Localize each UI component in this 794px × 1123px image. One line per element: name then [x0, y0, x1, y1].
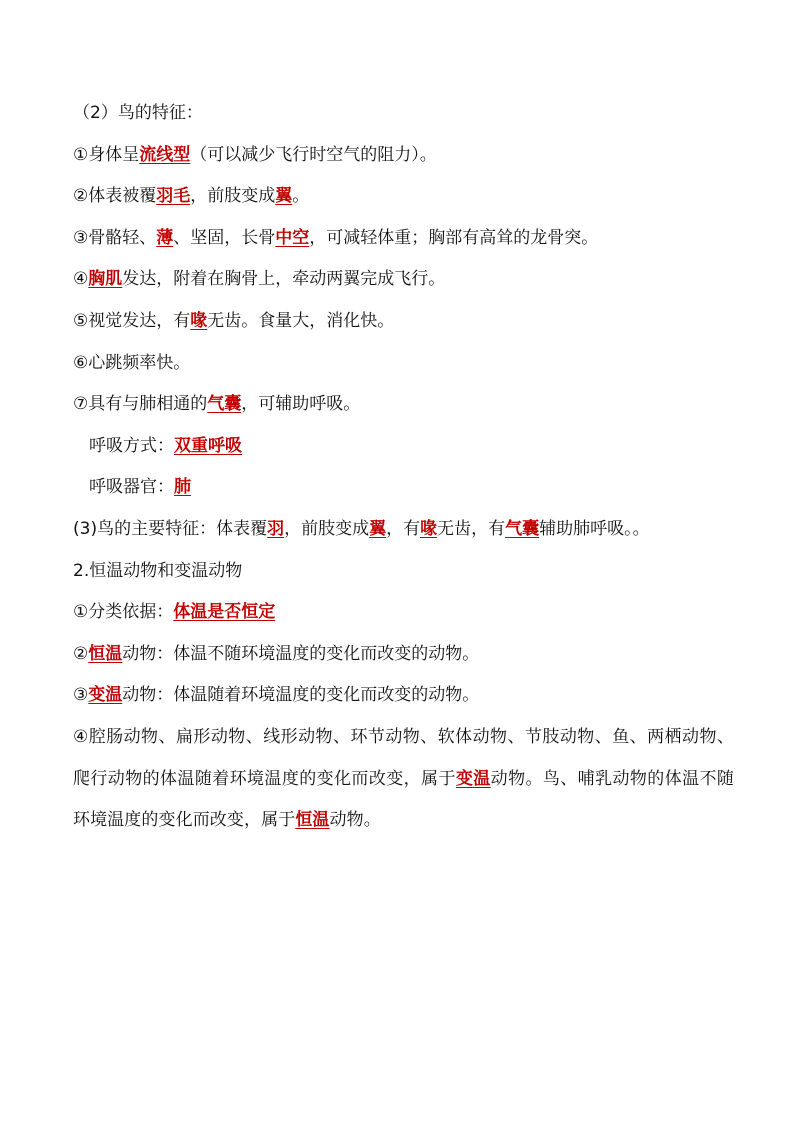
text-run: ⑥心跳频率快。 [73, 352, 191, 373]
text-run: 动物。鸟、哺乳动物的体温不随环境温度的变化而改变，属于 [73, 768, 735, 831]
text-run: ③ [73, 685, 89, 706]
text-run: 呼吸方式： [89, 435, 174, 456]
answer-highlight: 喙 [190, 310, 208, 331]
text-run: 无齿。食量大，消化快。 [207, 310, 395, 331]
text-run: （2）鸟的特征： [73, 103, 203, 123]
text-run: ，有 [386, 518, 421, 539]
line-breathing-organ [73, 477, 734, 498]
text-run: ⑤视觉发达，有 [73, 310, 191, 331]
answer-highlight: 气囊 [207, 394, 242, 415]
answer-highlight: 喙 [420, 518, 438, 539]
answer-highlight: 恒温 [295, 810, 330, 831]
text-run: 动物：体温不随环境温度的变化而改变的动物。 [122, 643, 480, 664]
line-chest-muscle [73, 269, 734, 290]
text-run: ④ [73, 269, 89, 290]
answer-highlight: 中空 [275, 227, 310, 248]
text-run: ②体表被覆 [73, 186, 157, 207]
line-bird-features-heading [73, 103, 734, 124]
answer-highlight: 羽毛 [156, 186, 191, 207]
answer-highlight: 翼 [369, 518, 387, 539]
line-breathing-mode [73, 436, 734, 457]
text-run: 辅助肺呼吸。。 [539, 518, 650, 539]
text-run: ③骨骼轻、 [73, 227, 157, 248]
text-run: 无齿，有 [437, 518, 506, 539]
text-run: （可以减少飞行时空气的阻力）。 [190, 144, 437, 165]
answer-highlight: 变温 [88, 685, 123, 706]
answer-highlight: 恒温 [88, 643, 123, 664]
answer-highlight: 薄 [156, 227, 174, 248]
text-run: ，可辅助呼吸。 [241, 394, 361, 415]
answer-highlight: 羽 [267, 518, 285, 539]
line-body-shape [73, 145, 734, 166]
answer-highlight: 流线型 [139, 144, 191, 165]
text-run: ，前肢变成 [190, 186, 276, 207]
answer-highlight: 体温是否恒定 [173, 602, 276, 623]
text-run: 、坚固，长骨 [173, 227, 276, 248]
answer-highlight: 双重呼吸 [174, 435, 242, 456]
answer-highlight: 肺 [174, 477, 191, 498]
text-run: 发达，附着在胸骨上，牵动两翼完成飞行。 [122, 269, 446, 290]
answer-highlight: 气囊 [505, 518, 540, 539]
text-run: 。 [292, 186, 310, 207]
text-run: 动物：体温随着环境温度的变化而改变的动物。 [122, 685, 480, 706]
text-run: ①身体呈 [73, 144, 140, 165]
text-run: 2.恒温动物和变温动物 [73, 560, 243, 581]
line-body-covering [73, 186, 734, 207]
line-skeleton [73, 228, 734, 249]
answer-highlight: 变温 [455, 768, 491, 789]
text-run: ② [73, 643, 89, 664]
line-cold-blooded [73, 685, 734, 706]
text-run: ①分类依据： [73, 602, 174, 623]
answer-highlight: 翼 [275, 186, 293, 207]
line-air-sacs [73, 394, 734, 415]
text-run: ④腔肠动物、扁形动物、线形动物、环节动物、软体动物、节肢动物、鱼、两栖动物、爬行动物的体温随着环境温度的变化而改变，属于 [73, 726, 734, 789]
line-classification-basis [73, 602, 734, 623]
line-vision [73, 311, 734, 332]
text-run: (3)鸟的主要特征：体表覆 [73, 518, 268, 539]
line-section-heading-temperature [73, 561, 734, 582]
text-run: ，前肢变成 [284, 518, 370, 539]
line-warm-blooded [73, 644, 734, 665]
text-run: ⑦具有与肺相通的 [73, 394, 208, 415]
text-run: ，可减轻体重；胸部有高耸的龙骨突。 [309, 227, 599, 248]
text-run: 呼吸器官： [89, 477, 174, 498]
line-heart-rate [73, 353, 734, 374]
text-run: 动物。 [329, 810, 381, 831]
answer-highlight: 胸肌 [88, 269, 123, 290]
line-main-features [73, 519, 734, 540]
paragraph-animal-groups [73, 717, 734, 842]
